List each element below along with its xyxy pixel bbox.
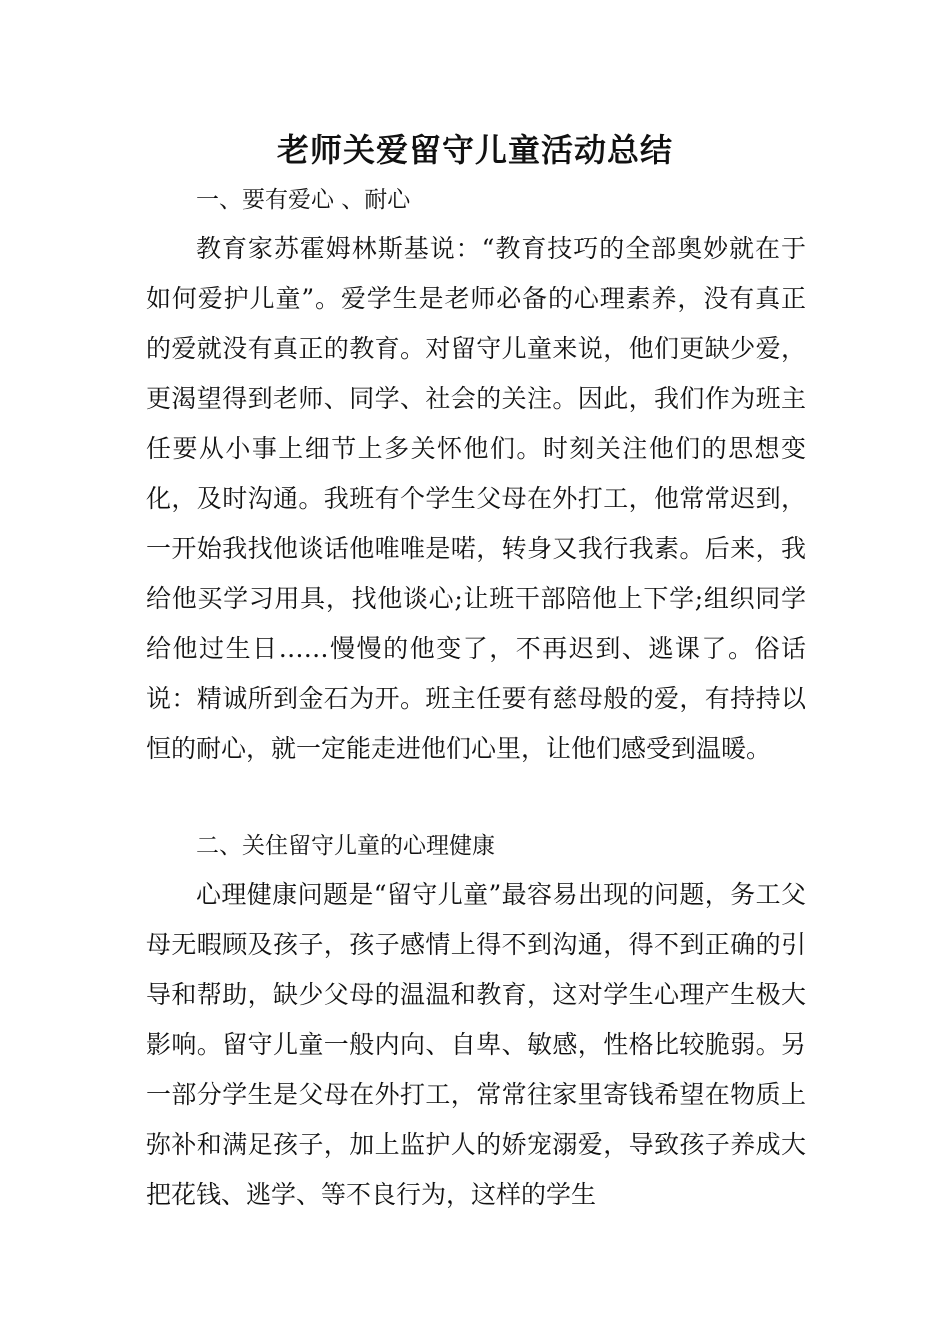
section-paragraph-1: 教育家苏霍姆林斯基说：“教育技巧的全部奥妙就在于如何爱护儿童”。爱学生是老师必备的心理素养，没有真正的爱就没有真正的教育。对留守儿童来说，他们更缺少爱，更渴望得到老师、同学、社会的关注。因此，我们作为班主任要从小事上细节上多关怀他们。时刻关注他们的思想变化，及时沟通。我班有个学生父母在外打工，他常常迟到，一开始我找他谈话他唯唯是喏，转身又我行我素。后来，我给他买学习用具，找他谈心;让班干部陪他上下学;组织同学给他过生日……慢慢的他变了，不再迟到、逃课了。俗话说：精诚所到金石为开。班主任要有慈母般的爱，有持持以恒的耐心，就一定能走进他们心里，让他们感受到温暖。 [146, 234, 806, 763]
section-heading-2: 二、关住留守儿童的心理健康 [196, 833, 495, 859]
section-paragraph-2: 心理健康问题是“留守儿童”最容易出现的问题，务工父母无暇顾及孩子，孩子感情上得不到沟通，得不到正确的引导和帮助，缺少父母的温温和教育，这对学生心理产生极大影响。留守儿童一般内向、自卑、敏感，性格比较脆弱。另一部分学生是父母在外打工，常常往家里寄钱希望在物质上弥补和满足孩子，加上监护人的娇宠溺爱，导致孩子养成大把花钱、逃学、等不良行为，这样的学生 [146, 880, 806, 1209]
document-title: 老师关爱留守儿童活动总结 [276, 131, 673, 169]
section-heading-1: 一、要有爱心 、耐心 [196, 187, 411, 213]
